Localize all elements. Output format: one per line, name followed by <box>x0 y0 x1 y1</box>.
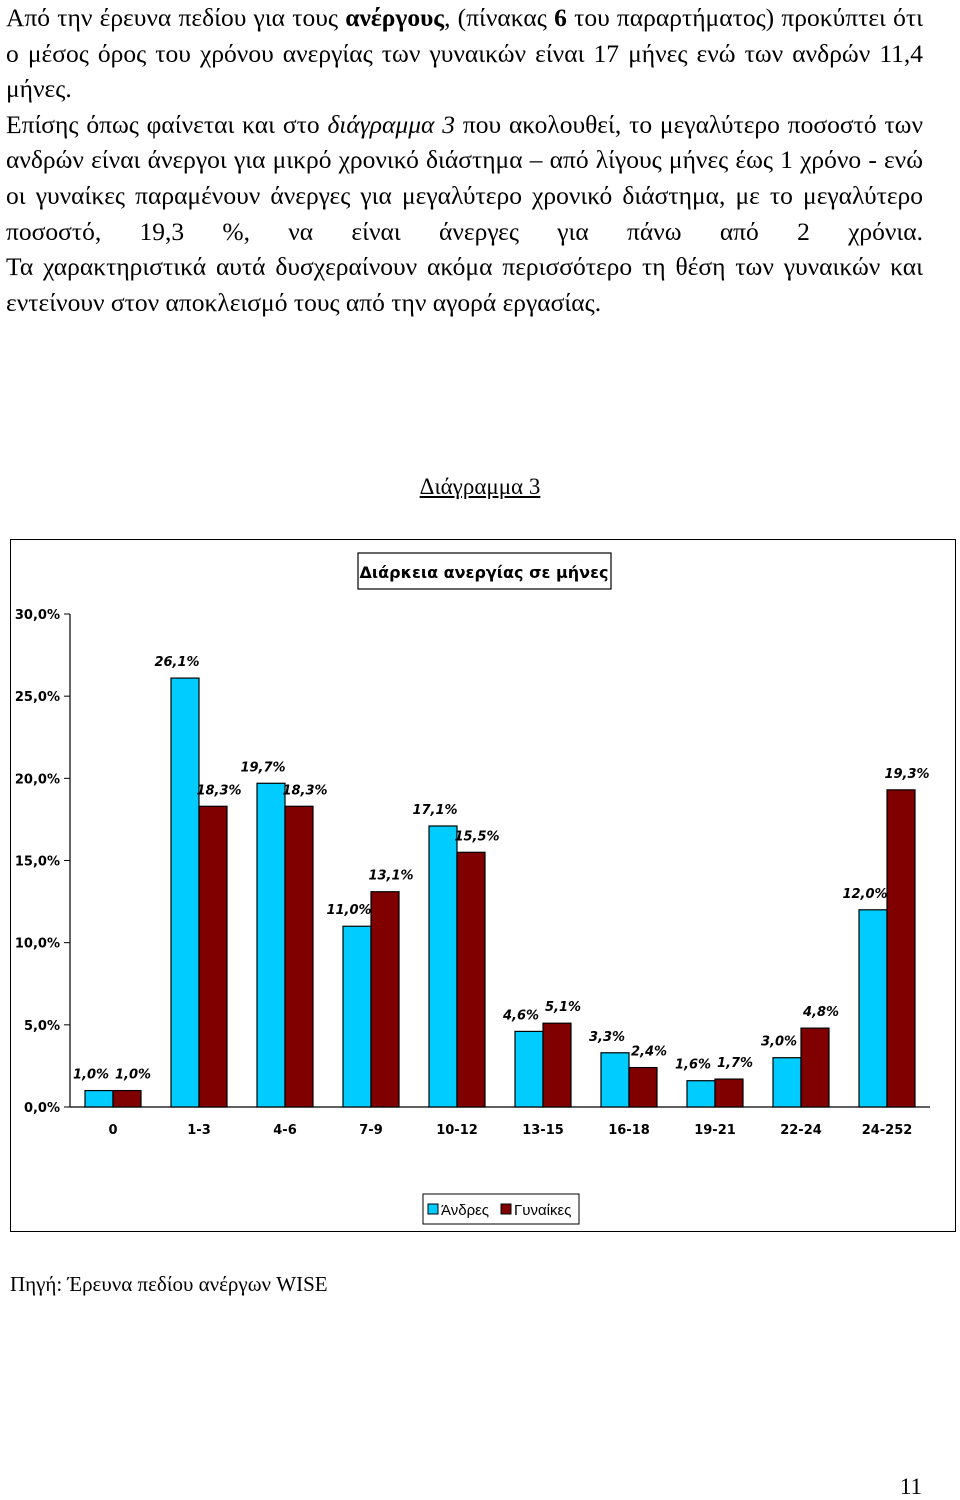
bar-label-men: 11,0% <box>326 903 372 919</box>
bar-men <box>257 783 285 1107</box>
bar-men <box>687 1081 715 1107</box>
bar-label-women: 2,4% <box>630 1044 668 1060</box>
legend-swatch-men <box>428 1204 438 1214</box>
bar-women <box>285 806 313 1107</box>
paragraph-3: Τα χαρακτηριστικά αυτά δυσχεραίνουν ακόμα περισσότερο τη θέση των γυναικών και εντείνουν στον αποκλεισμό τους από την αγορά εργασίας. <box>6 252 923 317</box>
bar-men <box>429 826 457 1107</box>
bar-label-women: 4,8% <box>802 1005 840 1021</box>
paragraph-1-text-b: , (πίνακας <box>444 3 555 32</box>
bar-women <box>199 806 227 1107</box>
bar-men <box>859 910 887 1107</box>
bar-label-women: 19,3% <box>884 766 930 782</box>
legend-swatch-women <box>501 1204 511 1214</box>
paragraph-1-text-c: του παραρτήματος) προκύπτει ότι ο μέσος όρος του χρόνου ανεργίας των γυναικών είναι 17 μήνες ενώ των ανδρών 11,4 μήνες. <box>6 3 923 104</box>
bar-label-women: 1,7% <box>716 1056 754 1072</box>
y-tick-label: 15,0% <box>14 854 60 870</box>
bar-men <box>343 926 371 1107</box>
paragraph-2-diagram-ref: διάγραμμα 3 <box>327 109 456 139</box>
bar-women <box>543 1023 571 1107</box>
bar-label-women: 18,3% <box>196 783 242 799</box>
bar-women <box>801 1028 829 1107</box>
bar-label-men: 12,0% <box>842 886 888 902</box>
chart-legend <box>423 1194 579 1224</box>
bar-label-men: 3,0% <box>760 1034 798 1050</box>
bar-label-men: 1,6% <box>674 1057 712 1073</box>
x-tick-label: 0 <box>108 1123 118 1138</box>
bar-label-men: 3,3% <box>588 1029 626 1045</box>
bar-label-women: 18,3% <box>282 783 328 799</box>
bar-women <box>371 892 399 1107</box>
paragraph-2-text-a: Επίσης όπως φαίνεται και στο <box>6 109 328 139</box>
bar-women <box>113 1091 141 1107</box>
bar-label-men: 17,1% <box>412 802 458 818</box>
bar-men <box>601 1053 629 1107</box>
bar-men <box>171 678 199 1107</box>
bar-men <box>515 1031 543 1107</box>
x-tick-label: 7-9 <box>359 1123 383 1138</box>
x-tick-label: 4-6 <box>273 1123 297 1138</box>
diagram-caption: Διάγραμμα 3 <box>419 474 541 499</box>
x-tick-label: 22-24 <box>780 1123 822 1138</box>
x-tick-label: 1-3 <box>187 1123 211 1138</box>
y-axis-ticks <box>15 608 70 1116</box>
chart-title-box <box>358 553 611 589</box>
x-tick-label: 19-21 <box>694 1123 736 1138</box>
bar-label-men: 1,0% <box>72 1067 110 1083</box>
bar-label-men: 26,1% <box>154 655 200 671</box>
y-tick-label: 10,0% <box>14 936 60 952</box>
y-tick-label: 0,0% <box>23 1101 60 1116</box>
legend-label-men: Άνδρες <box>441 1202 490 1219</box>
bar-label-men: 4,6% <box>502 1008 540 1024</box>
x-tick-label: 16-18 <box>608 1123 650 1138</box>
bar-men <box>773 1058 801 1107</box>
paragraph-1-bold-term: ανέργους <box>345 3 445 32</box>
bar-label-women: 13,1% <box>368 868 414 884</box>
source-note: Πηγή: Έρευνα πεδίου ανέργων WISE <box>10 1272 328 1296</box>
y-tick-label: 30,0% <box>14 608 60 623</box>
x-axis-ticks <box>108 1123 912 1138</box>
paragraph-1-text-a: Από την έρευνα πεδίου για τους <box>6 3 346 32</box>
bar-label-women: 15,5% <box>454 829 500 845</box>
bar-women <box>715 1079 743 1107</box>
bar-label-women: 1,0% <box>114 1067 152 1083</box>
bar-women <box>887 790 915 1107</box>
bar-women <box>457 852 485 1107</box>
x-tick-label: 13-15 <box>522 1123 564 1138</box>
bar-men <box>85 1091 113 1107</box>
y-tick-label: 5,0% <box>23 1018 60 1034</box>
legend-label-women: Γυναίκες <box>514 1202 572 1219</box>
page-number: 11 <box>899 1474 922 1499</box>
paragraph-2-text-b: που ακολουθεί, το μεγαλύτερο ποσοστό των ανδρών είναι άνεργοι για μικρό χρονικό διάστημα – από λίγους μήνες έως 1 χρόνο - ενώ οι γυναίκες παραμένουν άνεργες για μεγαλύτερο χρονικό διάστημα, με το μεγαλύτερο ποσοστό, 19,3 %, να είναι άνεργες για πάνω από 2 χρόνια. <box>6 109 923 246</box>
bar-label-men: 19,7% <box>240 760 286 776</box>
paragraph-1-table-number: 6 <box>554 3 567 32</box>
y-tick-label: 20,0% <box>14 772 60 788</box>
y-tick-label: 25,0% <box>14 690 60 706</box>
bar-label-women: 5,1% <box>544 1000 582 1016</box>
bar-women <box>629 1068 657 1107</box>
x-tick-label: 10-12 <box>436 1123 478 1138</box>
x-tick-label: 24-252 <box>861 1123 913 1138</box>
chart-title: Διάρκεια ανεργίας σε μήνες <box>359 563 609 582</box>
